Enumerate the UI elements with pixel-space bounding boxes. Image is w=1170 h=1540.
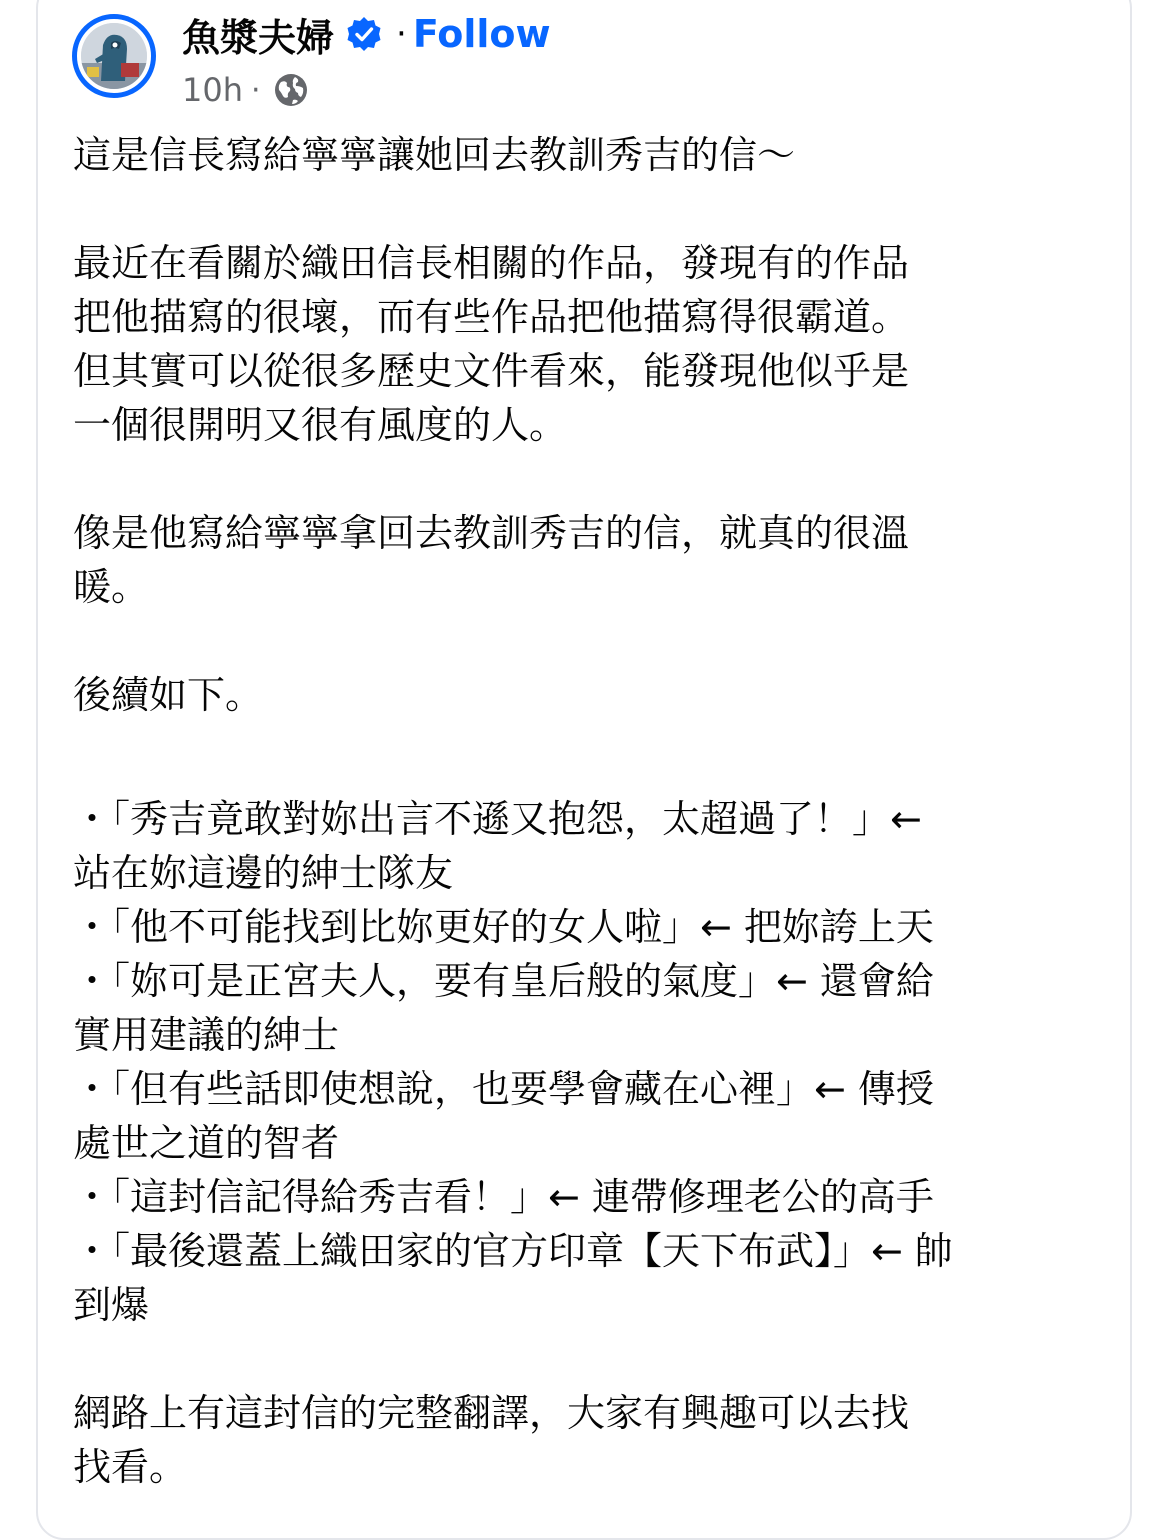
post-paragraph-line: 暖。: [73, 565, 150, 609]
bullet-line: 實用建議的紳士: [73, 1013, 340, 1057]
bullet-line: 處世之道的智者: [73, 1121, 340, 1165]
avatar-illustration-icon: [81, 23, 147, 89]
author-row: [182, 8, 551, 60]
paragraph-gap: [73, 722, 1093, 776]
post-paragraph-line: 像是他寫給寧寧拿回去教訓秀吉的信，就真的很溫: [73, 511, 910, 555]
globe-icon[interactable]: [273, 72, 309, 108]
post-paragraph-line: 最近在看關於織田信長相關的作品，發現有的作品: [73, 241, 910, 285]
bullet-line: 站在妳這邊的紳士隊友: [73, 851, 454, 895]
bullet-line: ・「妳可是正宮夫人，要有皇后般的氣度」← 還會給: [73, 959, 934, 1003]
post-paragraph-line: 一個很開明又很有風度的人。: [73, 403, 568, 447]
verified-badge-icon: [346, 16, 382, 52]
paragraph-gap: [73, 776, 1093, 792]
post-paragraph-line: 找看。: [73, 1445, 188, 1489]
post-meta: [182, 68, 309, 112]
post-paragraph: 後續如下。: [73, 673, 264, 717]
post-timestamp[interactable]: 10h: [182, 71, 243, 109]
bullet-line: 到爆: [73, 1283, 150, 1327]
paragraph-gap: [73, 1332, 1093, 1386]
meta-separator-dot: ·: [251, 72, 261, 108]
follow-button[interactable]: Follow: [412, 12, 551, 56]
paragraph-gap: [73, 452, 1093, 506]
avatar[interactable]: [72, 14, 156, 98]
bullet-line: ・「他不可能找到比妳更好的女人啦」← 把妳誇上天: [73, 905, 934, 949]
separator-dot: ·: [396, 14, 407, 54]
post-header: [72, 6, 1072, 109]
paragraph-gap: [73, 182, 1093, 236]
post-paragraph-line: 把他描寫的很壞，而有些作品把他描寫得很霸道。: [73, 295, 910, 339]
avatar-image: [81, 23, 147, 89]
post-paragraph: 這是信長寫給寧寧讓她回去教訓秀吉的信～: [73, 133, 796, 177]
bullet-line: ・「但有些話即使想說，也要學會藏在心裡」← 傳授: [73, 1067, 934, 1111]
author-name[interactable]: 魚漿夫婦: [182, 15, 335, 60]
bullet-line: ・「秀吉竟敢對妳出言不遜又抱怨，太超過了！」←: [73, 797, 922, 841]
post-paragraph-line: 但其實可以從很多歷史文件看來，能發現他似乎是: [73, 349, 910, 393]
paragraph-gap: [73, 614, 1093, 668]
bullet-line: ・「最後還蓋上織田家的官方印章【天下布武】」← 帥: [73, 1229, 953, 1273]
post-body: [73, 128, 1093, 1494]
bullet-line: ・「這封信記得給秀吉看！」← 連帶修理老公的高手: [73, 1175, 934, 1219]
post-paragraph-line: 網路上有這封信的完整翻譯，大家有興趣可以去找: [73, 1391, 910, 1435]
